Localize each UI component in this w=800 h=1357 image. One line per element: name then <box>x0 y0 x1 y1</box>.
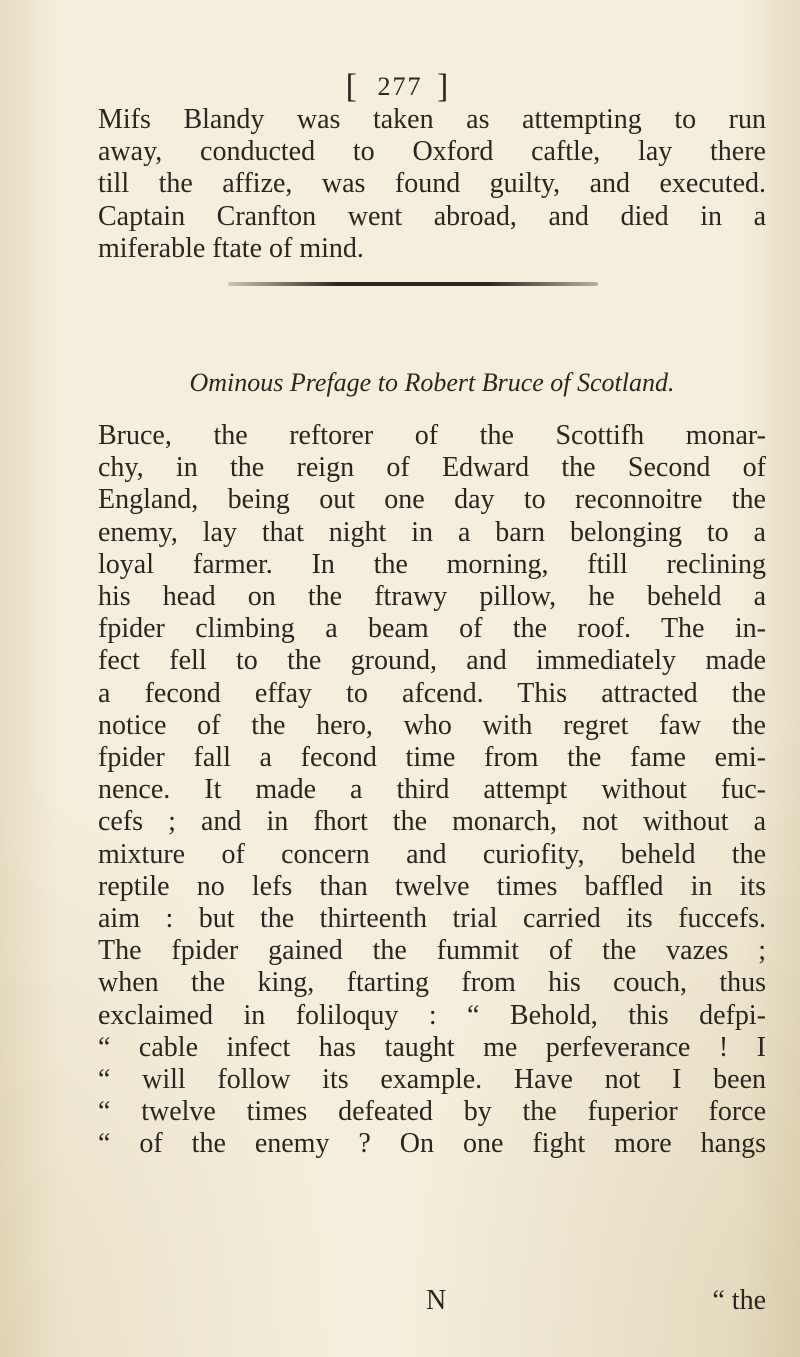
signature-mark: N <box>426 1285 447 1316</box>
text-line: away, conducted to Oxford caftle, lay there <box>98 136 766 168</box>
paragraph-blandy <box>98 104 766 265</box>
text-line: aim : but the thirteenth trial carried its fuccefs. <box>98 903 766 935</box>
text-line: till the affize, was found guilty, and executed. <box>98 168 766 200</box>
text-line: Captain Cranfton went abroad, and died in a <box>98 200 766 232</box>
text-line: “ twelve times defeated by the fuperior force <box>98 1096 766 1128</box>
text-line: “ cable infect has taught me perfeverance ! I <box>98 1031 766 1063</box>
text-line: cefs ; and in fhort the monarch, not without a <box>98 806 766 838</box>
text-line: enemy, lay that night in a barn belonging to a <box>98 516 766 548</box>
text-line: notice of the hero, who with regret faw the <box>98 709 766 741</box>
page-header <box>0 68 800 106</box>
catchword: “ the <box>712 1285 766 1316</box>
text-line: The fpider gained the fummit of the vazes ; <box>98 935 766 967</box>
page-footer <box>98 1285 766 1321</box>
text-line: fpider fall a fecond time from the fame emi- <box>98 742 766 774</box>
text-line: nence. It made a third attempt without fuc- <box>98 774 766 806</box>
text-line: loyal farmer. In the morning, ftill reclining <box>98 548 766 580</box>
text-line: “ of the enemy ? On one fight more hangs <box>98 1128 766 1160</box>
section-title: Ominous Prefage to Robert Bruce of Scotland. <box>189 368 675 397</box>
paragraph-bruce <box>98 420 766 1161</box>
text-line: his head on the ftrawy pillow, he beheld a <box>98 581 766 613</box>
text-line: miferable ftate of mind. <box>98 232 364 264</box>
text-line: Mifs Blandy was taken as attempting to run <box>98 104 766 135</box>
text-line: fect fell to the ground, and immediately made <box>98 645 766 677</box>
text-line: exclaimed in foliloquy : “ Behold, this defpi- <box>98 999 766 1031</box>
text-line: reptile no lefs than twelve times baffled in its <box>98 870 766 902</box>
text-line: a fecond effay to afcend. This attracted the <box>98 677 766 709</box>
text-line: when the king, ftarting from his couch, thus <box>98 967 766 999</box>
text-line: fpider climbing a beam of the roof. The in- <box>98 613 766 645</box>
right-bracket: ] <box>437 68 455 105</box>
text-line: Bruce, the reftorer of the Scottifh monar- <box>98 420 766 451</box>
text-line: England, being out one day to reconnoitre the <box>98 484 766 516</box>
text-line: mixture of concern and curiofity, beheld the <box>98 838 766 870</box>
section-divider <box>228 282 598 286</box>
page-number: 277 <box>377 72 423 101</box>
left-bracket: [ <box>345 68 363 105</box>
text-line: “ will follow its example. Have not I been <box>98 1064 766 1096</box>
text-line: chy, in the reign of Edward the Second of <box>98 452 766 484</box>
